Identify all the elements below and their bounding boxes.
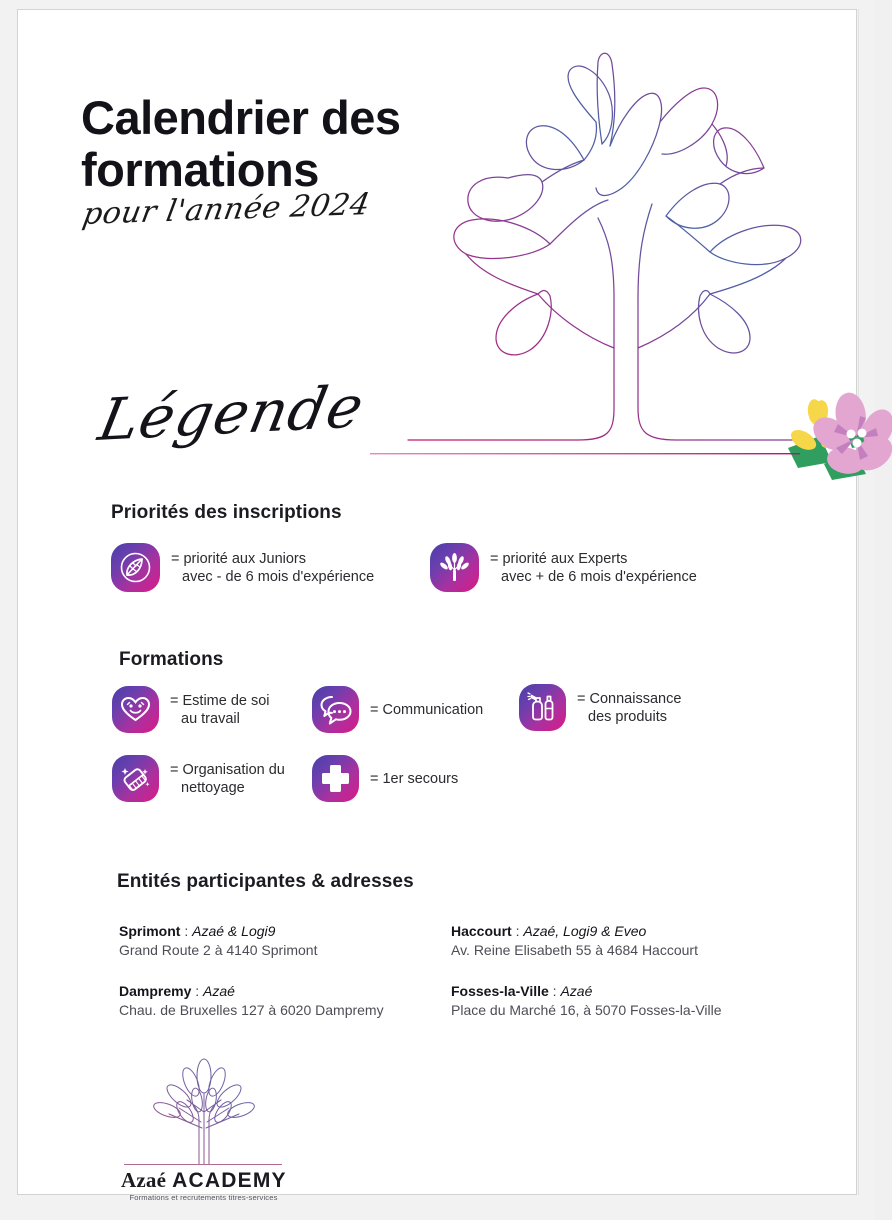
legend-line-2: avec + de 6 mois d'expérience <box>501 568 697 585</box>
logo-name-academy: ACADEMY <box>172 1169 287 1192</box>
address-city: Sprimont <box>119 923 181 939</box>
address-brands: Azaé & Logi9 <box>192 923 276 939</box>
spray-bottles-icon <box>519 684 566 731</box>
logo-wordmark <box>121 1168 286 1193</box>
legend-entry-connaissance-produits <box>519 684 681 731</box>
legend-entry-experts <box>430 543 697 592</box>
address-separator: : <box>180 923 193 939</box>
azae-academy-logo <box>121 1054 287 1202</box>
legend-entry-premier-secours <box>312 755 458 802</box>
logo-tree-icon <box>139 1054 269 1166</box>
legend-line-1: = Organisation du <box>170 761 285 778</box>
address-block-fosses-la-ville <box>451 982 722 1020</box>
legend-entry-produits-text <box>577 690 681 726</box>
legend-line-2: des produits <box>588 708 667 725</box>
address-street: Grand Route 2 à 4140 Sprimont <box>119 942 318 958</box>
address-block-haccourt <box>451 922 698 960</box>
address-street: Chau. de Bruxelles 127 à 6020 Dampremy <box>119 1002 384 1018</box>
address-city: Haccourt <box>451 923 512 939</box>
heart-smiley-icon <box>112 686 159 733</box>
medical-cross-icon <box>312 755 359 802</box>
legend-divider-line <box>370 442 800 444</box>
sparkle-sponge-icon <box>112 755 159 802</box>
legend-entry-secours-text <box>370 770 458 788</box>
legend-line-1: = Estime de soi <box>170 692 270 709</box>
address-brands: Azaé <box>560 983 593 999</box>
address-heading <box>119 982 384 1001</box>
logo-tagline: Formations et recrutements titres-services <box>129 1193 278 1202</box>
address-street: Av. Reine Elisabeth 55 à 4684 Haccourt <box>451 942 698 958</box>
section-heading-entites: Entités participantes & adresses <box>117 871 414 892</box>
legend-entry-communication <box>312 686 483 733</box>
address-separator: : <box>191 983 204 999</box>
legend-entry-organisation-nettoyage <box>112 755 285 802</box>
page-edge <box>858 9 859 1195</box>
legend-entry-nettoyage-text <box>170 761 285 797</box>
address-street: Place du Marché 16, à 5070 Fosses-la-Ville <box>451 1002 722 1018</box>
legend-script-heading: Légende <box>93 372 370 454</box>
address-heading <box>451 982 722 1001</box>
document-page <box>17 9 857 1202</box>
address-separator: : <box>511 923 524 939</box>
legend-line-1: = priorité aux Experts <box>490 550 628 567</box>
address-heading <box>451 922 698 941</box>
legend-entry-juniors <box>111 543 374 592</box>
legend-entry-estime-text <box>170 692 270 728</box>
address-city: Fosses-la-Ville <box>451 983 549 999</box>
tree-icon <box>430 543 479 592</box>
legend-entry-experts-text <box>490 550 697 586</box>
legend-line-1: = Connaissance <box>577 690 682 707</box>
logo-baseline-rule <box>124 1164 282 1165</box>
address-separator: : <box>548 983 561 999</box>
address-brands: Azaé <box>203 983 235 999</box>
address-block-dampremy <box>119 982 384 1020</box>
legend-entry-communication-text <box>370 701 483 719</box>
address-city: Dampremy <box>119 983 192 999</box>
page-title-line2: formations <box>81 143 319 196</box>
legend-line-1: = Communication <box>370 701 484 718</box>
page-title-line1: Calendrier des <box>81 91 401 144</box>
page-title-block <box>81 92 501 232</box>
legend-line-1: = 1er secours <box>370 770 459 787</box>
logo-name-azae: Azaé <box>121 1168 167 1192</box>
legend-line-1: = priorité aux Juniors <box>171 550 306 567</box>
section-heading-formations: Formations <box>119 649 224 670</box>
decorative-flowers <box>780 378 892 490</box>
page-title <box>81 92 501 196</box>
section-heading-priorites: Priorités des inscriptions <box>111 502 342 523</box>
legend-line-2: au travail <box>181 710 240 727</box>
leaf-icon <box>111 543 160 592</box>
legend-entry-juniors-text <box>171 550 374 586</box>
address-heading <box>119 922 317 941</box>
legend-entry-estime-de-soi <box>112 686 270 733</box>
address-brands: Azaé, Logi9 & Eveo <box>523 923 647 939</box>
legend-line-2: avec - de 6 mois d'expérience <box>182 568 375 585</box>
legend-line-2: nettoyage <box>181 779 245 796</box>
address-block-sprimont <box>119 922 317 960</box>
speech-bubbles-icon <box>312 686 359 733</box>
page-subtitle: pour l'année 2024 <box>79 187 373 232</box>
